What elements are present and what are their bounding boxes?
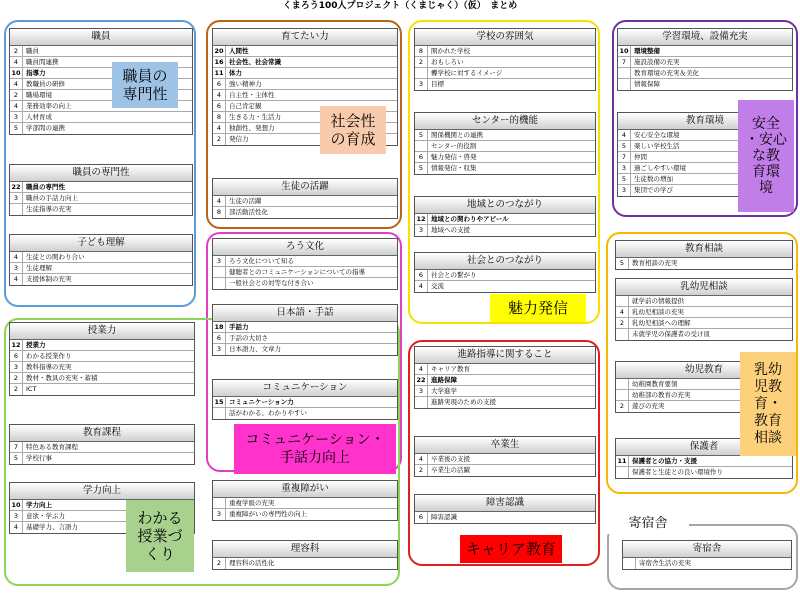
item-count: 5 <box>10 453 23 464</box>
item-text: 幼稚部の教育の充実 <box>632 391 691 399</box>
item-text: 過ごしやすい環境 <box>634 164 686 172</box>
item-row <box>10 373 194 384</box>
item-text: センター的役割 <box>431 142 477 150</box>
item-text: 支援体制の充実 <box>26 275 72 283</box>
category-header: 子ども理解 <box>10 235 192 252</box>
category-table <box>414 252 596 293</box>
item-text: 教職員の研修 <box>26 80 65 88</box>
item-text: 生徒の活躍 <box>229 197 262 205</box>
category-table <box>617 28 793 91</box>
item-row <box>616 456 792 467</box>
category-table <box>414 196 596 237</box>
category-table <box>414 436 596 477</box>
item-count: 3 <box>618 185 631 196</box>
item-count <box>616 296 629 306</box>
group-label: 職員の 専門性 <box>112 62 178 108</box>
item-row <box>10 384 194 395</box>
item-row <box>415 79 595 90</box>
item-count: 2 <box>616 401 629 412</box>
item-text: 教材・教具の充実・蓄積 <box>26 374 98 382</box>
group-label: 社会性 の育成 <box>320 106 386 154</box>
item-text: 学校行事 <box>26 454 52 462</box>
category-header: 障害認識 <box>415 495 595 512</box>
item-count: 2 <box>213 558 226 569</box>
item-count: 4 <box>10 252 23 262</box>
item-text: 就学前の情報提供 <box>632 297 684 305</box>
item-row <box>415 281 595 292</box>
category-table <box>212 379 398 420</box>
item-text: 自己肯定観 <box>229 102 262 110</box>
category-table <box>9 234 193 286</box>
item-count: 3 <box>618 163 631 173</box>
item-count: 4 <box>213 123 226 133</box>
item-text: 授業力 <box>26 341 46 349</box>
item-text: 職員 <box>26 47 39 55</box>
item-row <box>623 558 791 569</box>
item-text: おもしろい <box>431 58 464 66</box>
item-count: 7 <box>618 57 631 67</box>
item-text: 職員間連携 <box>26 58 59 66</box>
item-text: 地域への支援 <box>431 226 470 234</box>
item-count: 3 <box>415 386 428 396</box>
item-count: 15 <box>213 397 226 407</box>
item-count: 5 <box>618 174 631 184</box>
item-count: 8 <box>415 46 428 56</box>
item-row <box>213 397 397 408</box>
item-count <box>213 267 226 277</box>
category-header: 重複障がい <box>213 481 397 498</box>
item-count: 22 <box>10 182 23 192</box>
item-text: ICT <box>26 385 37 393</box>
item-count: 5 <box>415 163 428 174</box>
item-text: 教科指導の充実 <box>26 363 72 371</box>
category-table <box>212 540 398 570</box>
item-text: 保護者と生徒との良い環境作り <box>632 468 723 476</box>
item-row <box>415 364 595 375</box>
item-count: 6 <box>213 79 226 89</box>
item-row <box>10 442 194 453</box>
category-header: 寄宿舎 <box>623 541 791 558</box>
item-text: 生徒指導の充実 <box>26 205 72 213</box>
item-row <box>10 182 192 193</box>
item-row <box>213 278 397 289</box>
item-count: 3 <box>10 193 23 203</box>
item-row <box>616 307 792 318</box>
item-row <box>10 204 192 215</box>
category-header: 職員の専門性 <box>10 165 192 182</box>
category-table <box>212 304 398 356</box>
item-text: 話がわかる、わかりやすい <box>229 409 307 417</box>
item-text: 教育環境の充実＆美化 <box>634 69 699 77</box>
category-table <box>414 346 596 409</box>
item-text: 人材育成 <box>26 113 52 121</box>
item-row <box>213 79 397 90</box>
item-count: 4 <box>415 364 428 374</box>
group-label: 寄宿舎 <box>607 514 689 534</box>
category-table <box>212 178 398 219</box>
item-row <box>10 46 192 57</box>
item-row <box>213 558 397 569</box>
item-count: 12 <box>415 214 428 224</box>
item-text: 大学進学 <box>431 387 457 395</box>
item-text: 学部間の連携 <box>26 124 65 132</box>
item-text: 強い精神力 <box>229 80 262 88</box>
item-count: 11 <box>213 68 226 78</box>
item-row <box>213 68 397 79</box>
item-text: 幼稚園教育要領 <box>632 380 678 388</box>
item-count: 2 <box>10 46 23 56</box>
item-row <box>415 454 595 465</box>
item-text: 卒業生の活躍 <box>431 466 470 474</box>
item-row <box>415 512 595 523</box>
item-row <box>213 90 397 101</box>
item-row <box>213 509 397 520</box>
item-text: 目標 <box>431 80 444 88</box>
item-text: 交流 <box>431 282 444 290</box>
item-count: 10 <box>10 500 23 510</box>
item-text: 安心安全な環境 <box>634 131 680 139</box>
item-count: 8 <box>213 112 226 122</box>
item-row <box>213 322 397 333</box>
item-row <box>10 252 192 263</box>
item-count: 5 <box>616 258 629 269</box>
item-row <box>415 57 595 68</box>
item-count <box>616 379 629 389</box>
item-row <box>415 68 595 79</box>
item-count: 4 <box>10 274 23 285</box>
item-count: 6 <box>415 512 428 523</box>
item-text: 重複学級の充実 <box>229 499 275 507</box>
item-text: 社会との繋がり <box>431 271 477 279</box>
item-text: キャリア教育 <box>431 365 470 373</box>
item-text: 情報保障 <box>634 80 660 88</box>
item-text: 乳幼児相談への理解 <box>632 319 691 327</box>
category-header: 保護者 <box>616 439 792 456</box>
category-table <box>414 28 596 91</box>
item-text: 独創性、発想力 <box>229 124 275 132</box>
item-row <box>213 498 397 509</box>
item-row <box>415 46 595 57</box>
item-text: 生徒数の増加 <box>634 175 673 183</box>
item-count: 16 <box>213 57 226 67</box>
item-text: 生徒との関わり合い <box>26 253 85 261</box>
item-count <box>213 408 226 419</box>
item-text: 学力向上 <box>26 501 52 509</box>
item-row <box>616 467 792 478</box>
item-text: 重複障がいの専門性の向上 <box>229 510 307 518</box>
item-count: 6 <box>213 333 226 343</box>
category-table <box>212 238 398 290</box>
item-count <box>618 79 631 90</box>
item-count: 5 <box>10 123 23 134</box>
item-text: 手話の大切さ <box>229 334 268 342</box>
item-row <box>213 333 397 344</box>
item-text: 人間性 <box>229 47 249 55</box>
category-header: ろう文化 <box>213 239 397 256</box>
category-table <box>9 322 195 396</box>
item-count: 4 <box>415 281 428 292</box>
item-text: 業務効率の向上 <box>26 102 72 110</box>
item-text: 寄宿舎生活の充実 <box>639 559 691 567</box>
item-count: 4 <box>213 196 226 206</box>
item-count: 4 <box>415 454 428 464</box>
item-text: 情報発信・収集 <box>431 164 477 172</box>
item-row <box>415 465 595 476</box>
item-count <box>616 329 629 340</box>
category-table <box>414 494 596 524</box>
item-count: 2 <box>10 373 23 383</box>
category-header: 学力向上 <box>10 483 194 500</box>
item-text: 職場環境 <box>26 91 52 99</box>
item-row <box>10 351 194 362</box>
group-label: わかる 授業づ くり <box>126 500 194 572</box>
category-table <box>615 278 793 341</box>
item-count: 8 <box>213 207 226 218</box>
item-text: 遊びの充実 <box>632 402 665 410</box>
item-count: 22 <box>415 375 428 385</box>
item-row <box>616 258 792 269</box>
item-count: 3 <box>415 79 428 90</box>
item-text: 指導力 <box>26 69 46 77</box>
page-title: くまろう100人プロジェクト（くまじゃく）（仮） まとめ <box>282 1 518 11</box>
item-count: 2 <box>213 134 226 145</box>
category-header: 進路指導に関すること <box>415 347 595 364</box>
item-text: 魅力発信・啓発 <box>431 153 477 161</box>
item-row <box>213 46 397 57</box>
item-count: 18 <box>213 322 226 332</box>
item-text: わかる授業作り <box>26 352 72 360</box>
item-text: 日本語力、文章力 <box>229 345 281 353</box>
item-text: 自主性・主体性 <box>229 91 275 99</box>
item-row <box>415 163 595 174</box>
item-count: 2 <box>10 384 23 395</box>
item-row <box>415 397 595 408</box>
category-header: 教育課程 <box>10 425 194 442</box>
item-text: 生徒理解 <box>26 264 52 272</box>
item-row <box>415 152 595 163</box>
item-row <box>10 274 192 285</box>
item-text: 施設設備の充実 <box>634 58 680 66</box>
item-row <box>415 375 595 386</box>
item-row <box>618 79 792 90</box>
category-header: 学校の雰囲気 <box>415 29 595 46</box>
category-header: 幼児教育 <box>616 362 792 379</box>
item-row <box>213 196 397 207</box>
item-text: 健聴者とのコミュニケーションについての指導 <box>229 268 365 276</box>
item-text: 環境整備 <box>634 47 660 55</box>
item-text: 体力 <box>229 69 242 77</box>
item-row <box>616 329 792 340</box>
category-header: センター的機能 <box>415 113 595 130</box>
item-row <box>10 123 192 134</box>
item-text: 発信力 <box>229 135 249 143</box>
item-text: 教育相談の充実 <box>632 259 678 267</box>
group-label: キャリア教育 <box>460 535 562 563</box>
item-count: 3 <box>10 362 23 372</box>
item-row <box>616 318 792 329</box>
item-count <box>623 558 636 569</box>
item-count: 7 <box>10 442 23 452</box>
item-text: 基礎学力、言語力 <box>26 523 78 531</box>
item-count: 10 <box>618 46 631 56</box>
category-header: 学習環境、設備充実 <box>618 29 792 46</box>
item-text: 聾学校に対するイメージ <box>431 69 503 77</box>
category-header: 乳幼児相談 <box>616 279 792 296</box>
item-count <box>616 390 629 400</box>
item-row <box>415 141 595 152</box>
item-row <box>618 68 792 79</box>
category-table <box>615 240 793 270</box>
category-header: 卒業生 <box>415 437 595 454</box>
item-row <box>10 362 194 373</box>
item-text: 乳幼児相談の充実 <box>632 308 684 316</box>
item-row <box>213 207 397 218</box>
category-header: 生徒の活躍 <box>213 179 397 196</box>
item-count: 3 <box>213 509 226 520</box>
item-count: 4 <box>10 522 23 533</box>
category-header: 地域とのつながり <box>415 197 595 214</box>
item-row <box>618 46 792 57</box>
item-count: 3 <box>415 225 428 236</box>
category-table <box>9 424 195 465</box>
item-count <box>213 498 226 508</box>
item-count: 4 <box>10 101 23 111</box>
item-row <box>10 193 192 204</box>
item-text: 進路保障 <box>431 376 457 384</box>
item-text: 仲間 <box>634 153 647 161</box>
item-count: 2 <box>10 90 23 100</box>
item-text: 未就学児の保護者の受け皿 <box>632 330 710 338</box>
category-header: 理容科 <box>213 541 397 558</box>
category-header: 授業力 <box>10 323 194 340</box>
item-count: 4 <box>618 130 631 140</box>
item-row <box>213 256 397 267</box>
item-row <box>213 267 397 278</box>
item-count: 3 <box>10 511 23 521</box>
item-row <box>415 214 595 225</box>
item-count: 5 <box>618 141 631 151</box>
item-row <box>415 386 595 397</box>
item-count <box>10 204 23 215</box>
item-text: 一般社会との対等な付き合い <box>229 279 314 287</box>
item-text: 保護者との協力・支援 <box>632 457 697 465</box>
item-text: 職員の専門性 <box>26 183 65 191</box>
item-count: 3 <box>10 112 23 122</box>
item-count: 6 <box>415 152 428 162</box>
category-header: 日本語・手話 <box>213 305 397 322</box>
item-text: 集団での学び <box>634 186 673 194</box>
item-text: 関係機関との連携 <box>431 131 483 139</box>
category-header: 教育相談 <box>616 241 792 258</box>
item-count: 2 <box>415 465 428 476</box>
item-count: 6 <box>213 101 226 111</box>
item-text: 部活動活性化 <box>229 208 268 216</box>
item-row <box>10 263 192 274</box>
item-count: 5 <box>415 130 428 140</box>
item-text: 卒業後の支援 <box>431 455 470 463</box>
item-count: 3 <box>10 263 23 273</box>
category-table <box>414 112 596 175</box>
item-row <box>618 57 792 68</box>
item-text: 手話力 <box>229 323 249 331</box>
group-label: 魅力発信 <box>490 294 586 322</box>
item-text: コミュニケーション力 <box>229 398 294 406</box>
category-table <box>9 164 193 216</box>
item-row <box>10 453 194 464</box>
item-count: 7 <box>618 152 631 162</box>
item-count: 2 <box>415 57 428 67</box>
category-header: 社会とのつながり <box>415 253 595 270</box>
item-row <box>10 340 194 351</box>
group-label: 安全 ・安心 な教 育環 境 <box>738 100 794 212</box>
item-text: 意欲・学ぶ力 <box>26 512 65 520</box>
item-count <box>415 68 428 78</box>
item-text: 理容科の活性化 <box>229 559 275 567</box>
item-text: 楽しい学校生活 <box>634 142 680 150</box>
item-count: 10 <box>10 68 23 78</box>
item-row <box>415 270 595 281</box>
item-text: 開かれた学校 <box>431 47 470 55</box>
item-text: 地域との関わりやアピール <box>431 215 509 223</box>
category-header: コミュニケーション <box>213 380 397 397</box>
category-header: 職員 <box>10 29 192 46</box>
item-count: 4 <box>616 307 629 317</box>
item-row <box>213 408 397 419</box>
category-table <box>622 540 792 570</box>
category-header: 育てたい力 <box>213 29 397 46</box>
item-count <box>213 278 226 289</box>
item-row <box>10 112 192 123</box>
item-count <box>415 397 428 408</box>
item-row <box>415 225 595 236</box>
item-count: 12 <box>10 340 23 350</box>
item-text: 障害認識 <box>431 513 457 521</box>
item-count: 20 <box>213 46 226 56</box>
item-count: 4 <box>10 79 23 89</box>
item-text: 生きる力・生活力 <box>229 113 281 121</box>
item-row <box>415 130 595 141</box>
item-count: 11 <box>616 456 629 466</box>
group-label: 乳幼 児教 育・ 教育 相談 <box>740 352 796 456</box>
item-text: 特色ある教育課程 <box>26 443 78 451</box>
item-row <box>213 344 397 355</box>
item-count <box>616 467 629 478</box>
item-count: 4 <box>10 57 23 67</box>
item-row <box>616 296 792 307</box>
item-text: 職員の手話力向上 <box>26 194 78 202</box>
item-text: 進路実現のための支援 <box>431 398 496 406</box>
category-table <box>212 480 398 521</box>
item-row <box>213 57 397 68</box>
item-count: 6 <box>10 351 23 361</box>
item-count: 2 <box>616 318 629 328</box>
item-count <box>618 68 631 78</box>
item-text: ろう文化について知る <box>229 257 294 265</box>
category-header: 教育環境 <box>618 113 792 130</box>
item-count: 6 <box>415 270 428 280</box>
item-count: 4 <box>213 90 226 100</box>
item-count: 3 <box>213 344 226 355</box>
group-label: コミュニケーション・ 手話力向上 <box>234 424 396 474</box>
item-count: 3 <box>213 256 226 266</box>
item-text: 社会性、社会常識 <box>229 58 281 66</box>
item-count <box>415 141 428 151</box>
